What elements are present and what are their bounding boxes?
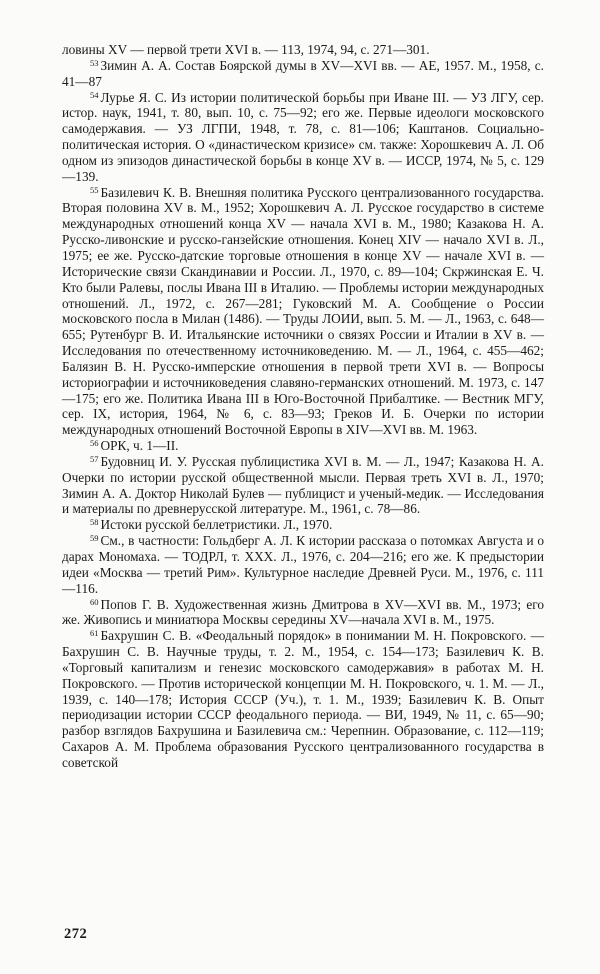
footnote-number: 60 bbox=[90, 596, 99, 607]
footnote-number: 59 bbox=[90, 533, 99, 544]
footnote-59: $^{59}$ См., в частности: Гольдберг А. Л. К истории рассказа о потомках Августа и о дарах Мономаха. — ТОДРЛ, т. XXX. Л., 1976, с. 204—216; его же. К предыстории идеи «Москва — третий Рим». Культурное наследие Древней Руси. М., 1976, с. 111—116. bbox=[62, 533, 544, 596]
footnote-number: 56 bbox=[90, 438, 99, 449]
footnote-number: 57 bbox=[90, 453, 99, 464]
footnote-56: $^{56}$ ОРК, ч. 1—II. bbox=[90, 438, 179, 454]
footnote-54: $^{54}$ Лурье Я. С. Из истории политической борьбы при Иване III. — УЗ ЛГУ, сер. истор. наук, 1941, т. 80, вып. 10, с. 75—92; его же. Первые идеологи московского самодержавия. — УЗ ЛГПИ, 1948, т. 78, с. 81—106; Каштанов. Социально-политическая история. О «династическом кризисе» см. также: Хорошкевич А. Л. Об одном из эпизодов династической борьбы в конце XV в. — ИССР, 1974, № 5, с. 129—139. bbox=[62, 89, 544, 184]
footnote-53: $^{53}$ Зимин А. А. Состав Боярской думы в XV—XVI вв. — АЕ, 1957. М., 1958, с. 41—87 bbox=[62, 57, 544, 89]
footnotes-block bbox=[62, 42, 544, 771]
footnote-number: 58 bbox=[90, 517, 99, 528]
footnote-55: $^{55}$ Базилевич К. В. Внешняя политика Русского централизованного государства. Вторая половина XV в. М., 1952; Хорошкевич А. Л. Русское государство в системе международных отношений конца XV — начала XVI в. М., 1980; Казакова Н. А. Русско-ливонские и русско-ганзейские отношения. Конец XIV — начало XVI в. Л., 1975; ее же. Русско-датские торговые отношения в конце XV — начале XVI в. — Исторические связи Скандинавии и России. Л., 1970, с. 89—104; Скржинская Е. Ч. Кто были Ралевы, послы Ивана III в Италию. — Проблемы истории международных отношений. Л., 1972, с. 267—281; Гуковский М. А. Сообщение о России московского посла в Милан (1486). — Труды ЛОИИ, вып. 5. М. — Л., 1963, с. 648—655; Рутенбург В. И. Итальянские источники о связях России и Италии в XV в. — Исследования по отечественному источниковедению. М. — Л., 1964, с. 455—462; Балязин В. Н. Русско-имперские отношения в первой трети XVI в. — Вопросы историографии и источниковедения славяно-германских отношений. М. 1973, с. 147—175; его же. Политика Ивана III в Юго-Восточной Прибалтике. — Вестник МГУ, сер. IX, история, 1964, № 6, с. 83—93; Греков И. Б. Очерки по истории международных отношений Восточной Европы в XIV—XVI вв. М. 1963. bbox=[62, 184, 544, 438]
page-number: 272 bbox=[64, 926, 88, 942]
footnote-58: $^{58}$ Истоки русской беллетристики. Л., 1970. bbox=[90, 517, 333, 533]
footnote-number: 53 bbox=[90, 57, 99, 68]
footnote-number: 55 bbox=[90, 184, 99, 195]
footnote-60: $^{60}$ Попов Г. В. Художественная жизнь Дмитрова в XV—XVI вв. М., 1973; его же. Живопись и миниатюра Москвы середины XV—начала XVI в. М., 1975. bbox=[62, 596, 544, 628]
footnote-61: $^{61}$ Бахрушин С. В. «Феодальный порядок» в понимании М. Н. Покровского. — Бахрушин С. В. Научные труды, т. 2. М., 1954, с. 154—173; Базилевич К. В. «Торговый капитализм и генезис московского самодержавия» в работах М. Н. Покровского. — Против исторической концепции М. Н. Покровского, ч. 1. М. — Л., 1939, с. 140—178; История СССР (Уч.), т. 1. М., 1939; Базилевич К. В. Опыт периодизации истории СССР феодального периода. — ВИ, 1949, № 11, с. 65—90; разбор взглядов Бахрушина и Базилевича см.: Черепнин. Образование, с. 112—119; Сахаров А. М. Проблема образования Русского централизованного государства в советской bbox=[62, 628, 544, 770]
footnote-number: 61 bbox=[90, 628, 99, 639]
footnote-continuation: ловины XV — первой трети XVI в. — 113, 1974, 94, с. 271—301. bbox=[62, 42, 430, 57]
footnote-number: 54 bbox=[90, 89, 99, 100]
footnote-57: $^{57}$ Будовниц И. У. Русская публицистика XVI в. М. — Л., 1947; Казакова Н. А. Очерки по истории русской общественной мысли. Первая треть XVI в. Л., 1970; Зимин А. А. Доктор Николай Булев — публицист и ученый-медик. — Исследования и материалы по древнерусской литературе. М., 1961, с. 78—86. bbox=[62, 453, 544, 517]
